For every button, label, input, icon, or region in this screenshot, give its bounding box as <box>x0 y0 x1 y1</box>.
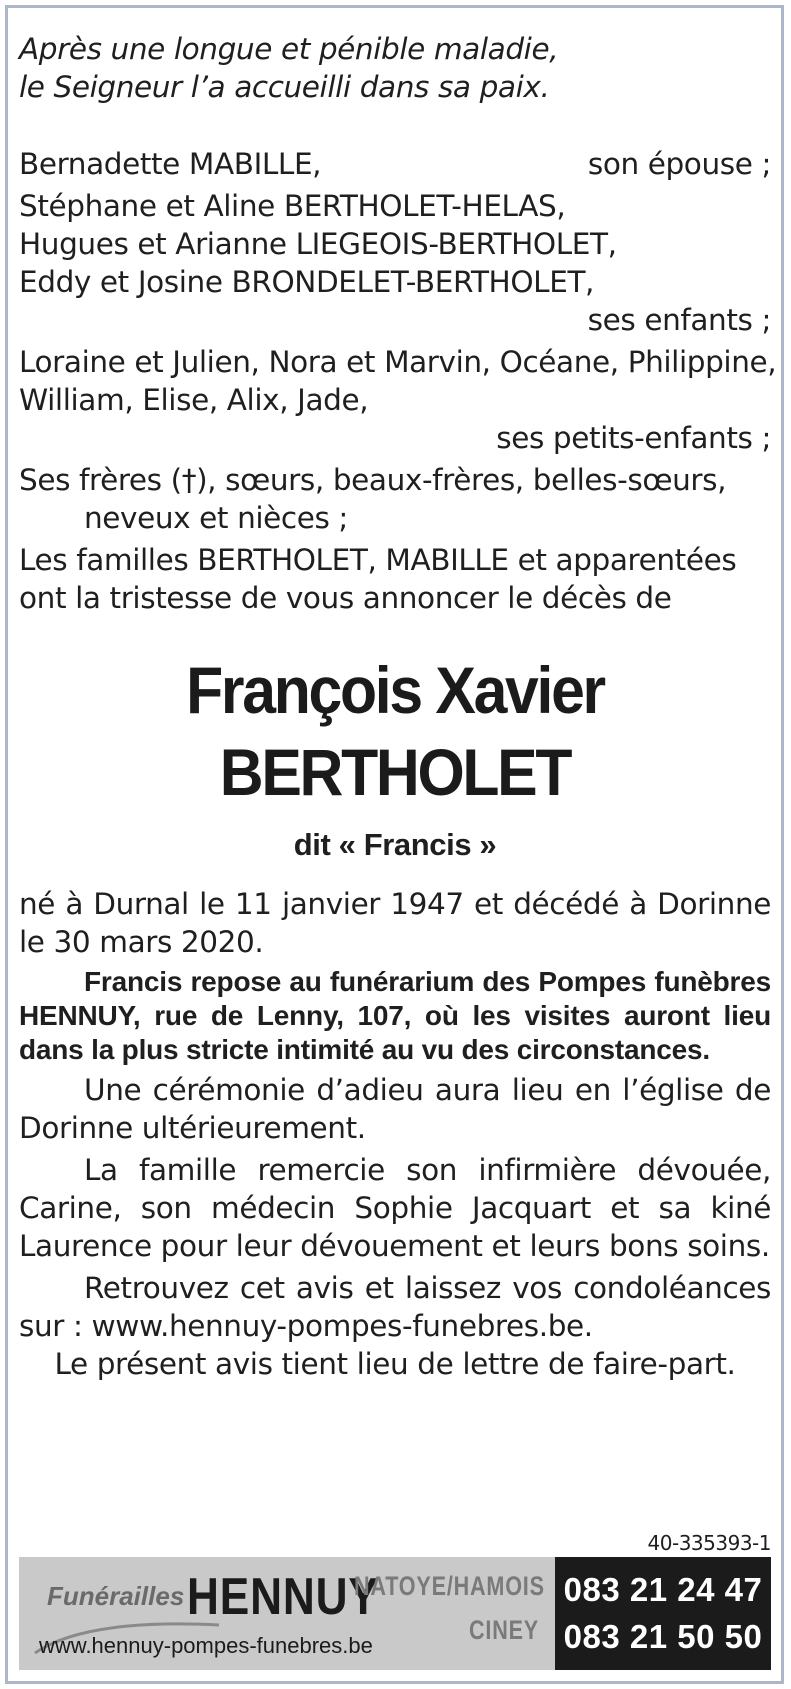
funerarium-paragraph: Francis repose au funérarium des Pompes funèbres HENNUY, rue de Lenny, 107, où les visites auront lieu dans la plus stricte intimité au vu des circonstances. <box>19 966 771 1065</box>
deceased-name-line2: BERTHOLET <box>219 735 571 809</box>
grandchildren-role: ses petits-enfants ; <box>496 421 771 455</box>
grandchildren-line: Loraine et Julien, Nora et Marvin, Océane, Philippine, <box>19 345 777 379</box>
birth-death: né à Durnal le 11 janvier 1947 et décédé à Dorinne le 30 mars 2020. <box>19 887 771 959</box>
families-line: Les familles BERTHOLET, MABILLE et apparentées <box>19 543 737 577</box>
obituary-body <box>19 30 777 1383</box>
location-ciney: CINEY <box>469 1615 540 1645</box>
deceased-name <box>49 649 741 813</box>
children-role: ses enfants ; <box>587 303 771 337</box>
grandchildren-line: William, Elise, Alix, Jade, <box>19 383 369 417</box>
phone-number[interactable]: 083 21 50 50 <box>563 1618 763 1655</box>
deceased-alias: dit « Francis » <box>293 827 497 862</box>
website-link[interactable]: www.hennuy-pompes-funebres.be <box>39 1633 373 1658</box>
families-line: ont la tristesse de vous annoncer le décès de <box>19 581 672 615</box>
thanks-paragraph: La famille remercie son infirmière dévouée, Carine, son médecin Sophie Jacquart et sa kiné Laurence pour leur dévouement et leurs bons soins. <box>19 1153 771 1263</box>
notice-paragraph: Le présent avis tient lieu de lettre de faire-part. <box>54 1347 736 1381</box>
child-line: Stéphane et Aline BERTHOLET-HELAS, <box>19 189 566 223</box>
funeral-home-banner <box>19 1557 771 1670</box>
location-natoye-hamois: NATOYE/HAMOIS <box>354 1571 545 1601</box>
spouse-row <box>19 145 771 183</box>
deceased-name-line1: François Xavier <box>186 653 604 727</box>
funerailles-label: Funérailles <box>47 1581 185 1611</box>
brand-logo: HENNUY <box>187 1568 379 1626</box>
intro-verse <box>19 30 771 106</box>
ceremony-paragraph: Une cérémonie d’adieu aura lieu en l’église de Dorinne ultérieurement. <box>19 1073 771 1145</box>
reference-number: 40-335393-1 <box>647 1531 771 1555</box>
intro-line: le Seigneur l’a accueilli dans sa paix. <box>19 70 550 104</box>
condolences-paragraph: Retrouvez cet avis et laissez vos condoléances sur : www.hennuy-pompes-funebres.be. <box>19 1271 771 1343</box>
intro-line: Après une longue et pénible maladie, <box>19 32 559 66</box>
phone-block <box>555 1557 771 1670</box>
siblings-line: neveux et nièces ; <box>84 501 348 535</box>
phone-number[interactable]: 083 21 24 47 <box>563 1571 763 1608</box>
child-line: Eddy et Josine BRONDELET-BERTHOLET, <box>19 265 595 299</box>
spouse-name: Bernadette MABILLE, <box>19 147 322 181</box>
child-line: Hugues et Arianne LIEGEOIS-BERTHOLET, <box>19 227 617 261</box>
siblings-line: Ses frères (†), sœurs, beaux-frères, belles-sœurs, <box>19 463 727 497</box>
spouse-role: son épouse ; <box>587 147 771 181</box>
